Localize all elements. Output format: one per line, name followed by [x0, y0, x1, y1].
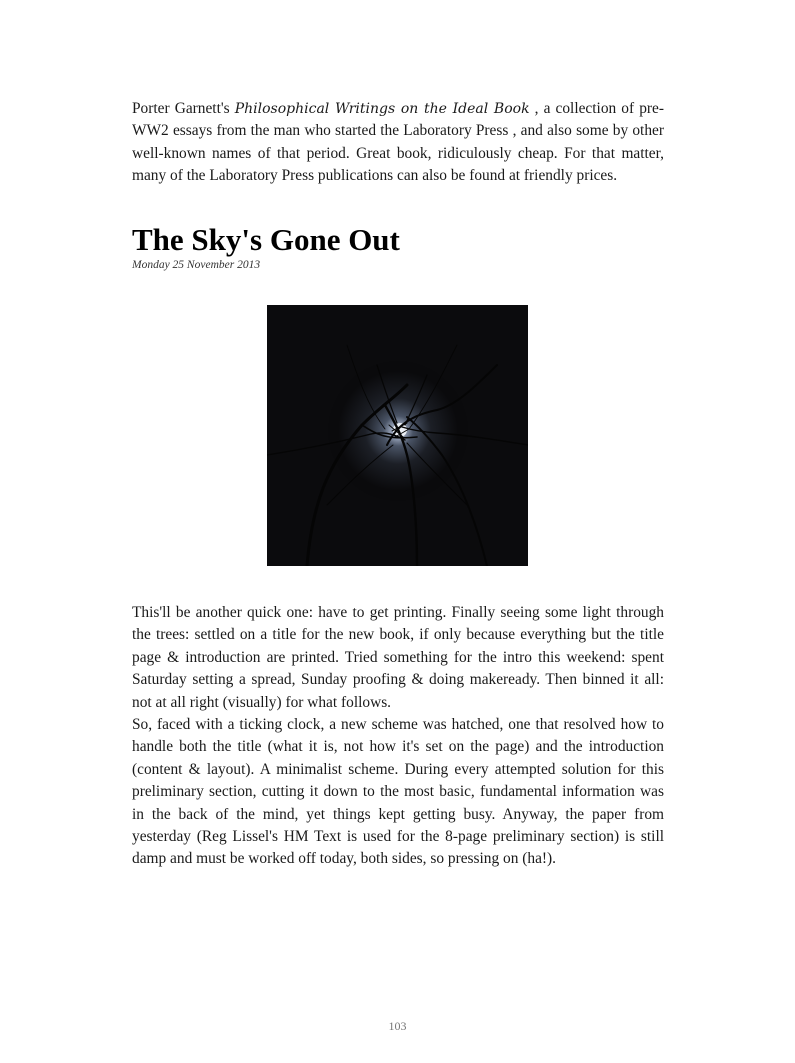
post-body — [132, 602, 664, 871]
book-title: Philosophical Writings on the Ideal Book — [234, 101, 530, 117]
intro-paragraph — [132, 98, 664, 188]
intro-text-before: Porter Garnett's — [132, 100, 235, 117]
moon-through-trees-image — [267, 305, 528, 566]
night-sky-photo — [267, 305, 528, 566]
post-paragraph-1: This'll be another quick one: have to get printing. Finally seeing some light through the trees: settled on a title for the new book, if only because everything but the title page & introduction are printed. Tried something for the intro this weekend: spent Saturday setting a spread, Sunday proofing & doing makeready. Then binned it all: not at all right (visually) for what follows. — [132, 604, 664, 711]
intro-text-after: , a collection of pre-WW2 essays from the man who started the Laboratory Press , and also some by other well-known names of that period. Great book, ridiculously cheap. For that matter, many of the Laboratory Press publications can also be found at friendly prices. — [132, 100, 664, 185]
post-title: The Sky's Gone Out — [132, 221, 400, 257]
intro-section — [132, 98, 664, 272]
post-paragraph-2: So, faced with a ticking clock, a new scheme was hatched, one that resolved how to handle both the title (what it is, not how it's set on the page) and the introduction (content & layout). A minimalist scheme. During every attempted solution for this preliminary section, cutting it down to the most basic, fundamental information was in the back of the mind, yet things kept getting busy. Anyway, the paper from yesterday (Reg Lissel's HM Text is used for the 8-page preliminary section) is still damp and must be worked off today, both sides, so pressing on (ha!). — [132, 716, 664, 868]
page-number: 103 — [388, 1019, 407, 1033]
post-date: Monday 25 November 2013 — [132, 258, 261, 271]
